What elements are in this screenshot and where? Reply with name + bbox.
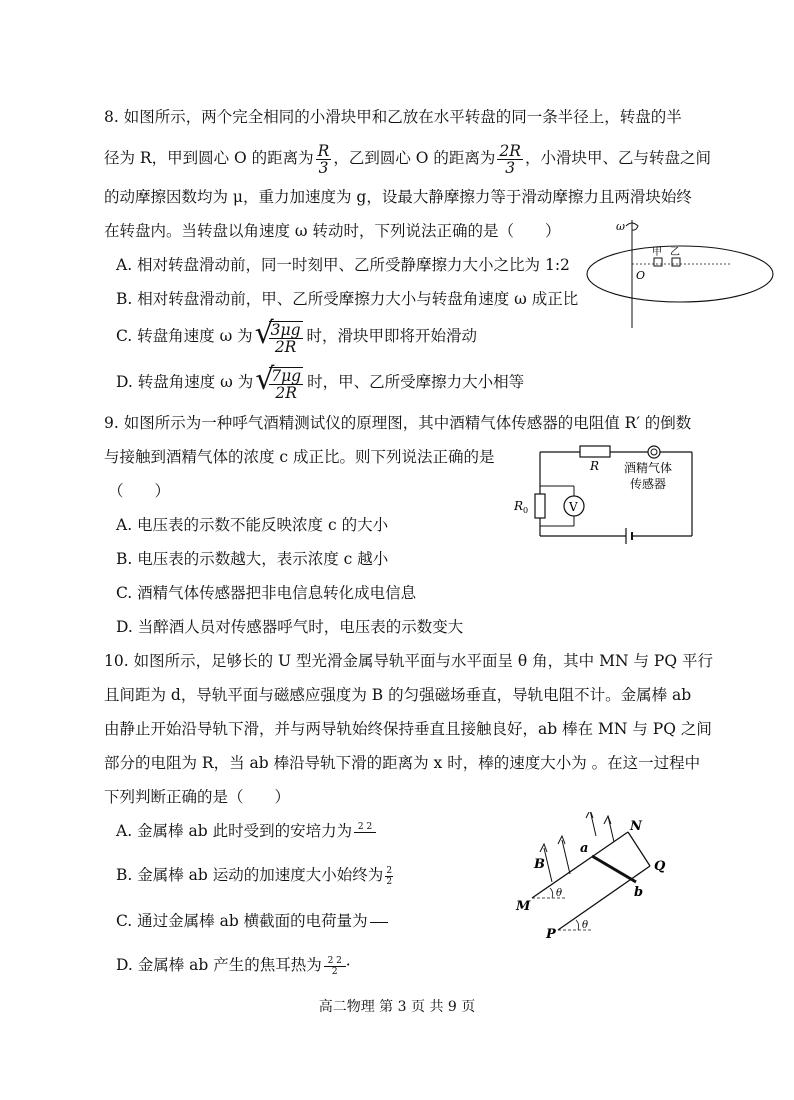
label-b: B	[534, 857, 545, 872]
q8-line1: 8. 如图所示，两个完全相同的小滑块甲和乙放在水平转盘的同一条半径上，转盘的半	[104, 108, 682, 126]
q8-option-a: A. 相对转盘滑动前，同一时刻甲、乙所受静摩擦力大小之比为 1:2	[116, 256, 570, 274]
sensor-symbol-icon	[648, 446, 660, 458]
rail-figure	[500, 812, 700, 946]
label-p: P	[546, 927, 556, 942]
sensor-label-1: 酒精气体	[624, 461, 673, 475]
q9-line3: （ ）	[108, 482, 171, 500]
sensor-label-2: 传感器	[630, 477, 667, 491]
q8-line3: 的动摩擦因数均为 μ，重力加速度为 g，设最大静摩擦力等于滑动摩擦力且两滑块始终	[104, 188, 692, 206]
label-a: a	[580, 841, 589, 856]
block-yi	[672, 258, 680, 266]
q9-option-a: A. 电压表的示数不能反映浓度 c 的大小	[116, 516, 389, 534]
q10-option-d: D. 金属棒 ab 产生的焦耳热为 $\frac{2 2}{2}$ ·	[116, 955, 351, 977]
q10-line1: 10. 如图所示，足够长的 U 型光滑金属导轨平面与水平面呈 θ 角，其中 MN 与 PQ 平行	[104, 652, 713, 670]
r0-label: $R_0$	[514, 499, 529, 515]
sqrt-3ug-2r: √ $\frac{3\mu g}{2R}$	[254, 316, 301, 356]
blank-fraction: $\frac{2 2}{2}$	[324, 956, 346, 977]
turntable-disc	[587, 246, 773, 302]
b-arrow-icon	[590, 812, 596, 836]
b-arrow-icon	[544, 848, 552, 882]
q10-line4: 部分的电阻为 R，当 ab 棒沿导轨下滑的距离为 x 时，棒的速度大小为 。在这一过程中	[104, 754, 701, 772]
label-n: N	[630, 819, 642, 834]
q10-line3: 由静止开始沿导轨下滑，并与两导轨始终保持垂直且接触良好，ab 棒在 MN 与 PQ 之间	[104, 720, 712, 738]
jia-label: 甲	[652, 247, 662, 258]
b-arrow-icon	[562, 840, 570, 874]
circuit-figure	[510, 438, 700, 548]
turntable-figure	[580, 212, 780, 332]
label-theta-1: θ	[556, 888, 563, 899]
q8-option-b: B. 相对转盘滑动前，甲、乙所受摩擦力大小与转盘角速度 ω 成正比	[116, 290, 579, 308]
resistor-r	[580, 446, 610, 457]
voltmeter-label: V	[569, 500, 578, 514]
rail-nq	[628, 832, 650, 866]
blank-fraction: $\frac{2}{2}$	[386, 865, 393, 887]
label-b-end: b	[634, 885, 644, 900]
q8-option-d: D. 转盘角速度 ω 为 √ $\frac{7\mu g}{2R}$ 时，甲、乙所受摩擦力大小相等	[116, 362, 525, 402]
label-theta-2: θ	[582, 920, 589, 931]
q10-option-c: C. 通过金属棒 ab 横截面的电荷量为	[116, 908, 388, 934]
resistor-r0	[535, 494, 545, 518]
q10-option-a: A. 金属棒 ab 此时受到的安培力为 2 2	[116, 818, 376, 844]
center-o-label: O	[636, 269, 646, 282]
q8-option-c: C. 转盘角速度 ω 为 √ $\frac{3\mu g}{2R}$ 时，滑块甲即将开始滑动	[116, 316, 478, 356]
b-arrow-icon	[608, 816, 614, 842]
bar-ab	[592, 856, 636, 882]
omega-label: ω	[616, 220, 625, 233]
label-m: M	[516, 899, 531, 914]
q10-line2: 且间距为 d，导轨平面与磁感应强度为 B 的匀强磁场垂直，导轨电阻不计。金属棒 ab	[104, 686, 692, 704]
q10-option-b: B. 金属棒 ab 运动的加速度大小始终为 $\frac{2}{2}$	[116, 865, 393, 887]
block-jia	[654, 258, 662, 266]
q10-line5: 下列判断正确的是（ ）	[104, 788, 291, 806]
label-q: Q	[654, 859, 666, 874]
frac-2r-over-3: $\frac{2R}{3}$	[499, 141, 521, 177]
q9-option-c: C. 酒精气体传感器把非电信息转化成电信息	[116, 584, 417, 602]
q8-line2: 径为 R，甲到圆心 O 的距离为 $\frac{R}{3}$ ，乙到圆心 O 的距离为 $\frac{2R}{3}$ ，小滑块甲、乙与转盘之间	[104, 141, 711, 177]
q8-line4: 在转盘内。当转盘以角速度 ω 转动时，下列说法正确的是（ ）	[104, 222, 561, 240]
blank-fraction: 2 2	[354, 822, 376, 843]
page-footer: 高二物理 第 3 页 共 9 页	[318, 999, 476, 1015]
q9-option-b: B. 电压表的示数越大，表示浓度 c 越小	[116, 550, 389, 568]
q9-option-d: D. 当醉酒人员对传感器呼气时，电压表的示数变大	[116, 618, 464, 636]
blank-fraction	[370, 912, 388, 933]
yi-label: 乙	[670, 247, 680, 258]
q9-line1: 9. 如图所示为一种呼气酒精测试仪的原理图，其中酒精气体传感器的电阻值 R′ 的倒数	[104, 414, 692, 432]
sqrt-7ug-2r: √ $\frac{7\mu g}{2R}$	[255, 362, 302, 402]
q9-line2: 与接触到酒精气体的浓度 c 成正比。则下列说法正确的是	[104, 448, 495, 466]
frac-r-over-3: $\frac{R}{3}$	[317, 141, 330, 177]
r-label: R	[590, 459, 600, 473]
